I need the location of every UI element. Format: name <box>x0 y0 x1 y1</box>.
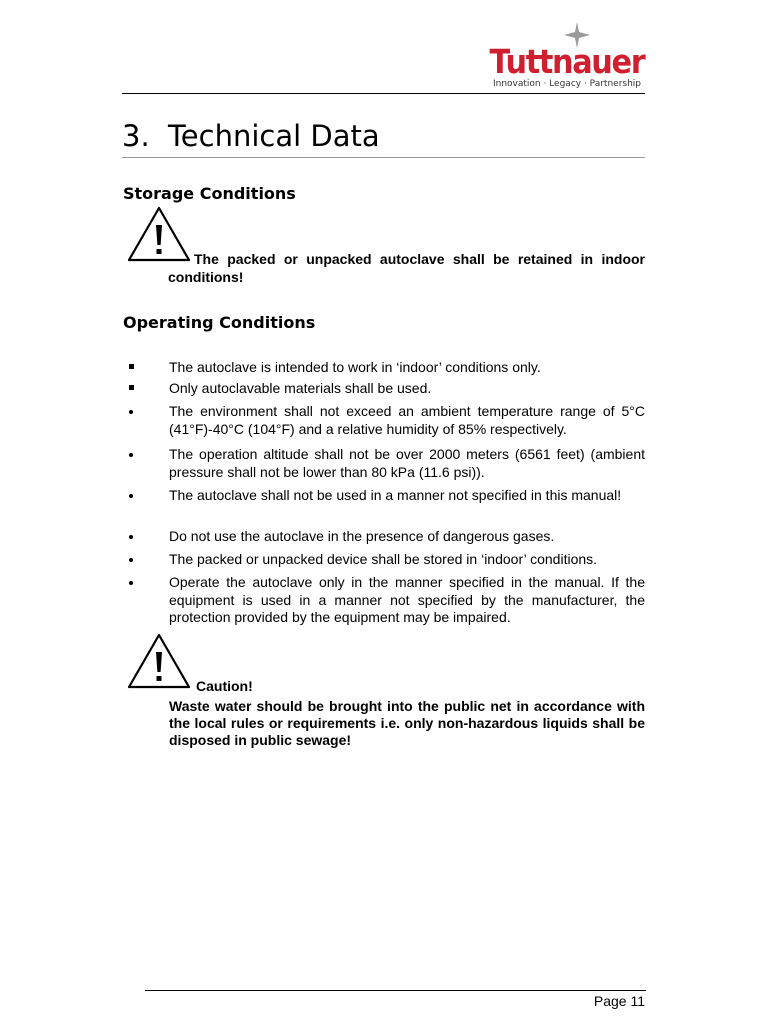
list-item <box>124 446 645 481</box>
chapter-title: Technical Data <box>168 119 380 153</box>
list-item <box>124 380 645 398</box>
dot-bullet-icon <box>124 403 138 421</box>
list-item <box>124 403 645 438</box>
caution-label: Caution! <box>196 678 253 694</box>
operating-conditions-title: Operating Conditions <box>123 313 316 332</box>
list-item-text: The packed or unpacked device shall be stored in ‘indoor’ conditions. <box>169 551 598 567</box>
heading-underline <box>122 157 645 158</box>
storage-warning-text: The packed or unpacked autoclave shall be retained in indoor conditions! <box>168 251 645 285</box>
list-item-text: The operation altitude shall not be over 2000 meters (6561 feet) (ambient pressure shall not be lower than 80 kPa (11.6 psi)). <box>169 446 645 480</box>
list-item-text: Only autoclavable materials shall be used. <box>169 380 432 396</box>
header-divider <box>122 93 645 94</box>
warning-triangle-icon <box>125 632 193 692</box>
list-item-text: The environment shall not exceed an ambient temperature range of 5°C (41°F)-40°C (104°F) and a relative humidity of 85% respectively. <box>169 403 645 437</box>
tuttnauer-logo <box>474 22 644 92</box>
storage-conditions-title: Storage Conditions <box>123 184 296 203</box>
list-item <box>124 487 645 505</box>
list-item-text: Operate the autoclave only in the manner specified in the manual. If the equipment is used in a manner not specified by the manufacturer, the protection provided by the equipment may be impaired. <box>169 574 645 625</box>
dot-bullet-icon <box>124 487 138 505</box>
list-item-text: The autoclave shall not be used in a manner not specified in this manual! <box>169 487 622 503</box>
dot-bullet-icon <box>124 528 138 546</box>
footer-divider <box>145 990 646 991</box>
list-item <box>124 574 645 627</box>
list-item <box>124 528 645 546</box>
brand-tagline: Innovation · Legacy · Partnership <box>492 79 641 89</box>
list-item-text: Do not use the autoclave in the presence of dangerous gases. <box>169 528 555 544</box>
chapter-number: 3. <box>122 119 150 153</box>
chapter-heading <box>122 119 380 153</box>
list-item <box>124 359 645 377</box>
caution-text: Waste water should be brought into the public net in accordance with the local rules or requirements i.e. only non-hazardous liquids shall be disposed in public sewage! <box>169 698 645 748</box>
dot-bullet-icon <box>124 574 138 592</box>
list-item <box>124 551 645 569</box>
dot-bullet-icon <box>124 446 138 464</box>
square-bullet-icon <box>124 380 138 398</box>
dot-bullet-icon <box>124 551 138 569</box>
page-number: Page 11 <box>593 993 645 1009</box>
list-item-text: The autoclave is intended to work in ‘indoor’ conditions only. <box>169 359 541 375</box>
square-bullet-icon <box>124 359 138 377</box>
brand-name: Tuttnauer <box>489 42 644 81</box>
